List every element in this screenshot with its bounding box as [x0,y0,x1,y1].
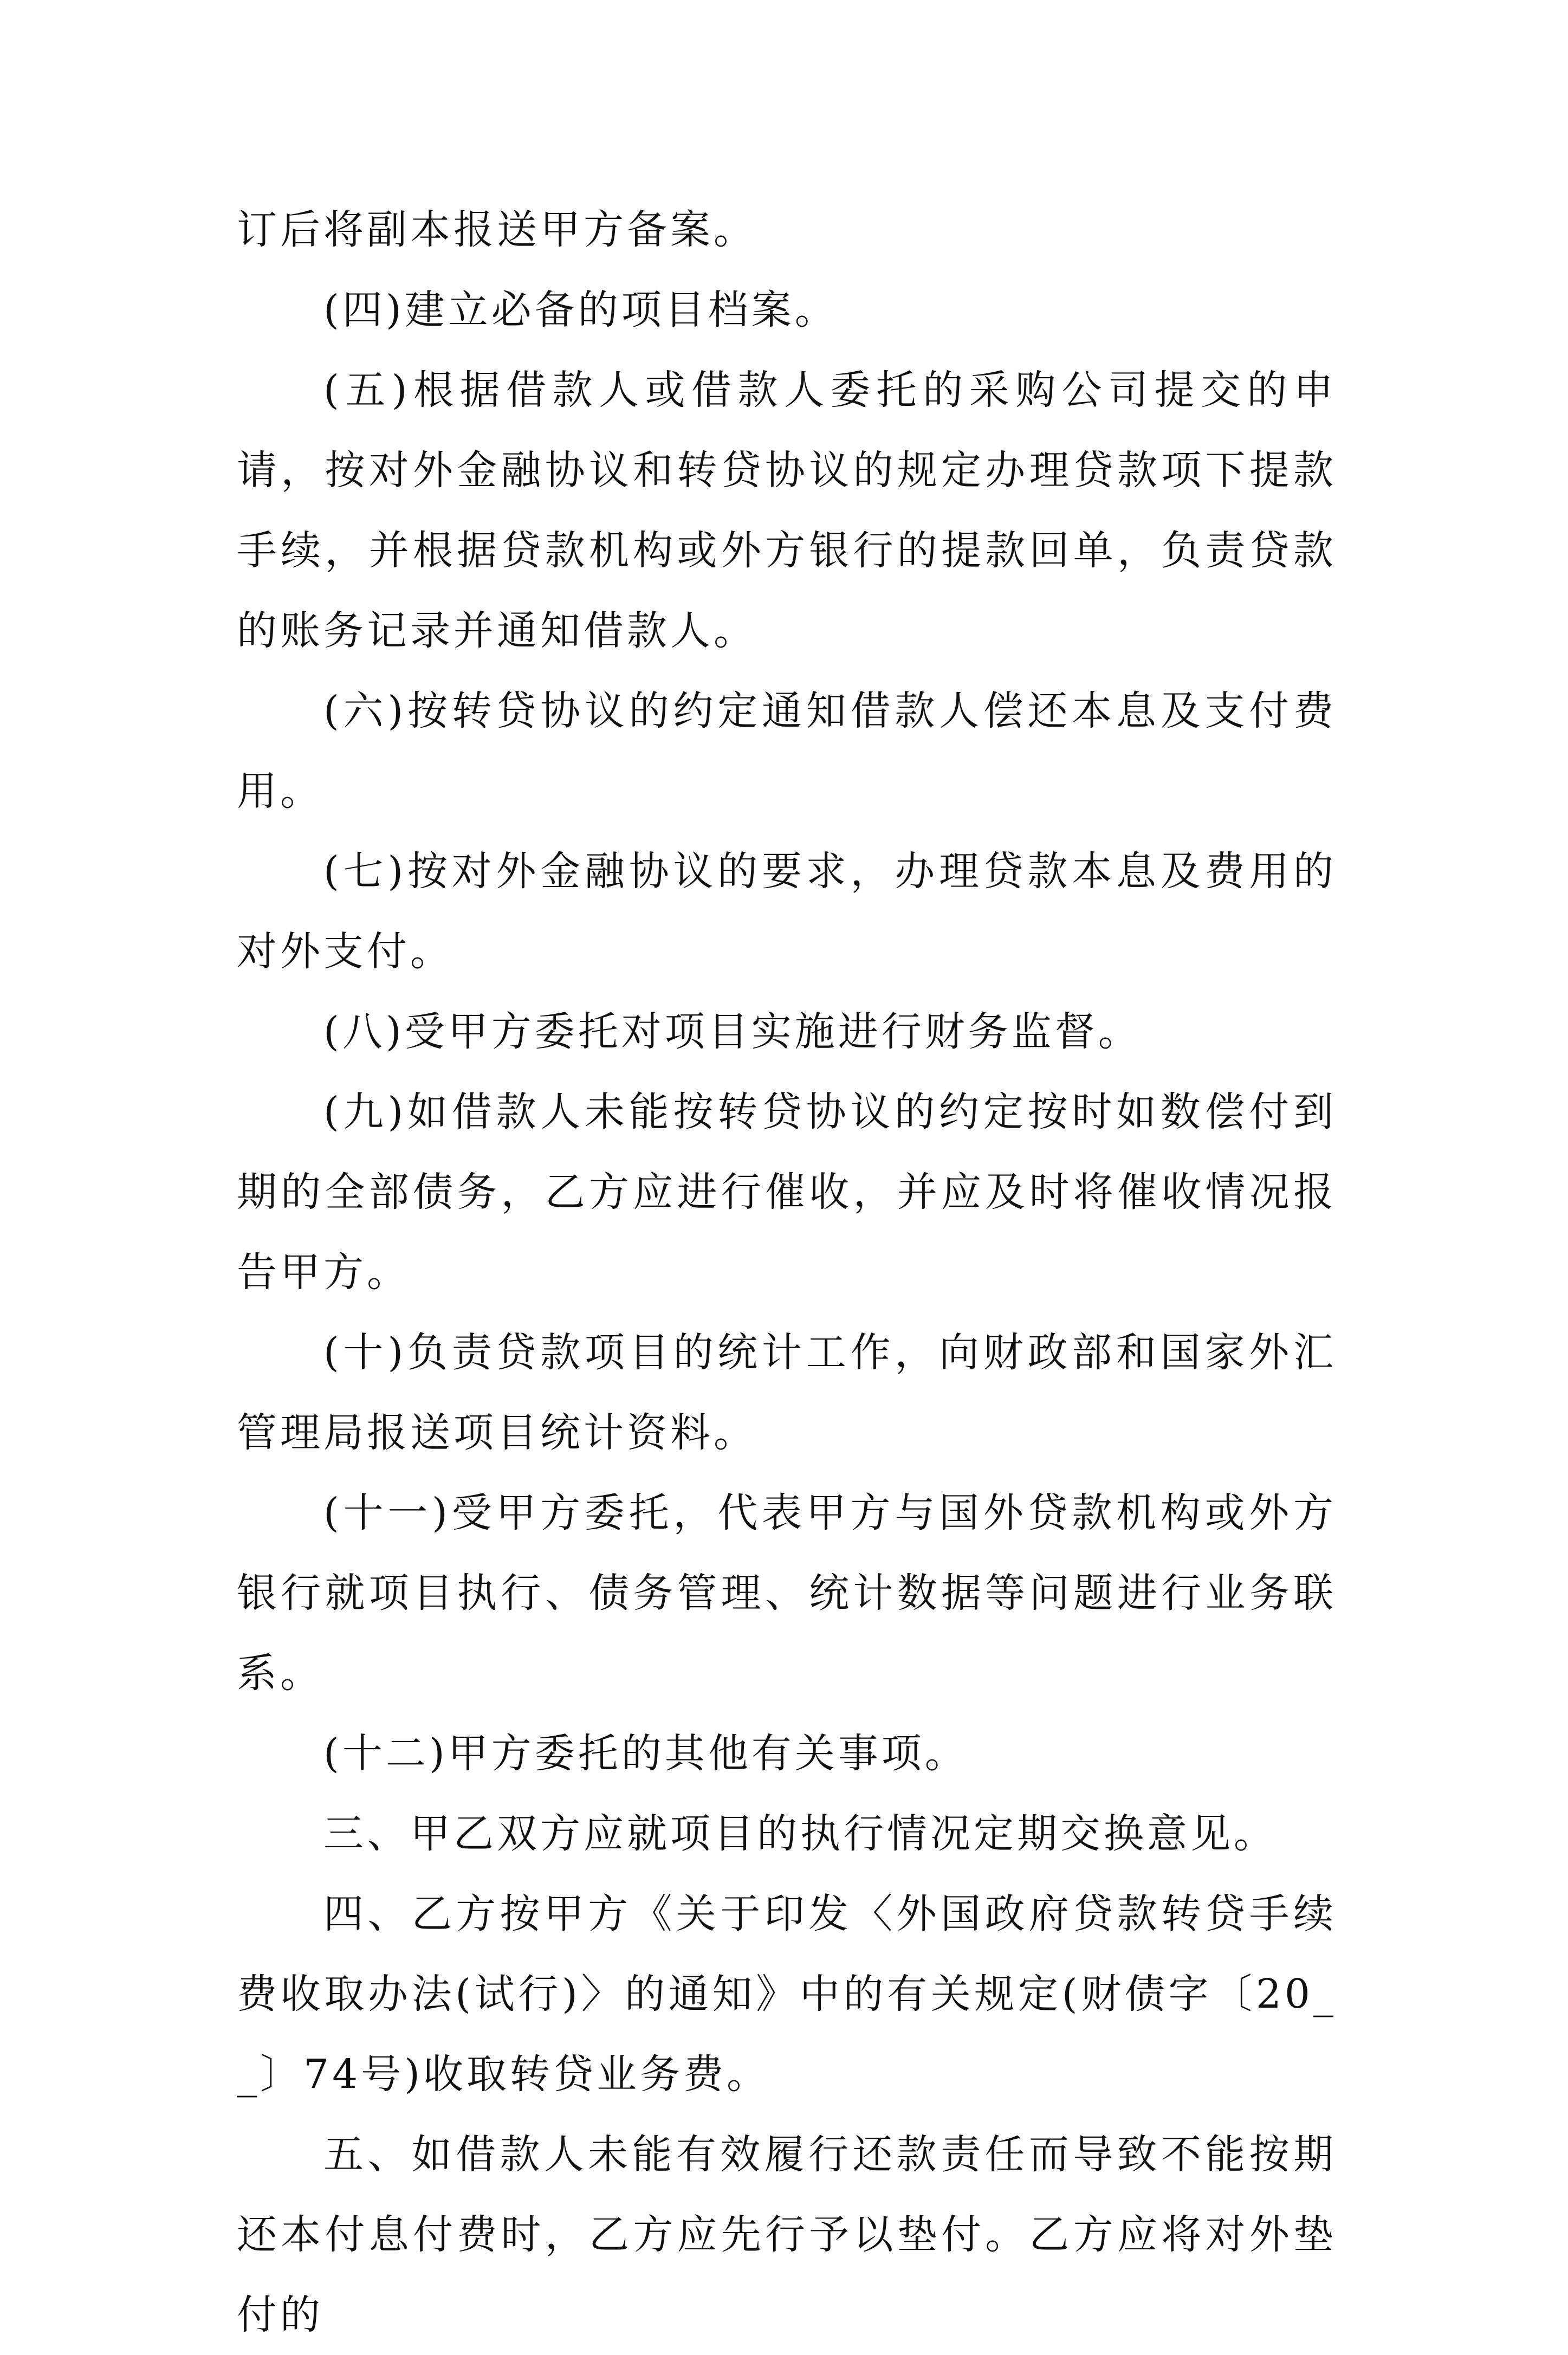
paragraph-item-5: (五)根据借款人或借款人委托的采购公司提交的申请，按对外金融协议和转贷协议的规定办理贷款项下提款手续，并根据贷款机构或外方银行的提款回单，负责贷款的账务记录并通知借款人。 [237,367,1337,654]
paragraph-section-4: 四、乙方按甲方《关于印发〈外国政府贷款转贷手续费收取办法(试行)〉的通知》中的有关规定(财债字〔20__〕74号)收取转贷业务费。 [237,1891,1337,2098]
paragraph-item-10: (十)负责贷款项目的统计工作，向财政部和国家外汇管理局报送项目统计资料。 [237,1329,1337,1456]
paragraph-section-3: 三、甲乙双方应就项目的执行情况定期交换意见。 [323,1810,1277,1857]
paragraph-item-6: (六)按转贷协议的约定通知借款人偿还本息及支付费用。 [237,688,1337,814]
paragraph-item-7: (七)按对外金融协议的要求，办理贷款本息及费用的对外支付。 [237,848,1337,975]
document-body [237,190,1337,2355]
paragraph-item-12: (十二)甲方委托的其他有关事项。 [323,1730,968,1777]
paragraph-item-8: (八)受甲方委托对项目实施进行财务监督。 [323,1008,1142,1055]
paragraph-item-11: (十一)受甲方委托，代表甲方与国外贷款机构或外方银行就项目执行、债务管理、统计数据等问题进行业务联系。 [237,1490,1337,1697]
paragraph-item-9: (九)如借款人未能按转贷协议的约定按时如数偿付到期的全部债务，乙方应进行催收，并应及时将催收情况报告甲方。 [237,1089,1337,1296]
paragraph-section-5: 五、如借款人未能有效履行还款责任而导致不能按期还本付息付费时，乙方应先行予以垫付。乙方应将对外垫付的 [237,2131,1337,2338]
paragraph-continuation: 订后将副本报送甲方备案。 [237,206,757,253]
paragraph-item-4: (四)建立必备的项目档案。 [323,287,838,333]
